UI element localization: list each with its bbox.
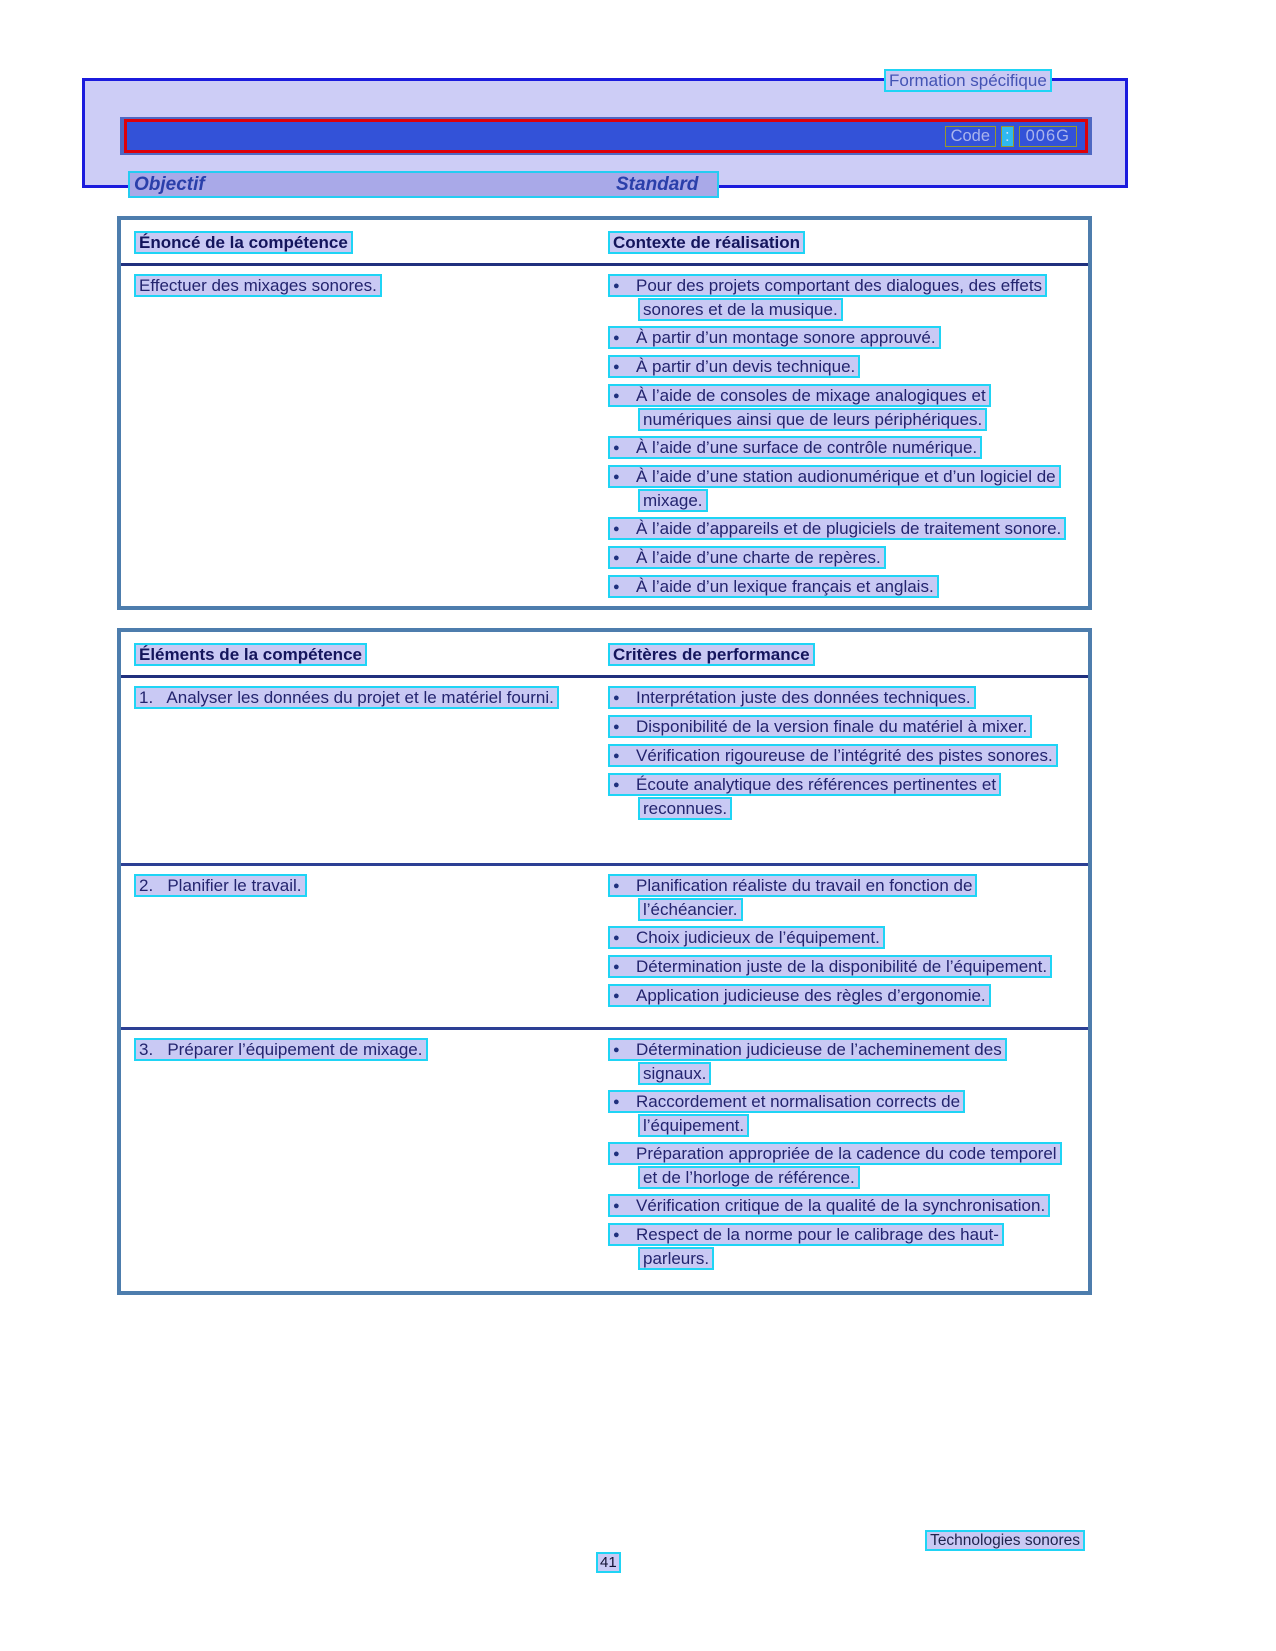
standard-label: Standard xyxy=(616,174,699,195)
footer-document-title xyxy=(925,1531,1085,1551)
bullet-text: ● À l’aide de consoles de mixage analogiques et numériques ainsi que de leurs périphériques. xyxy=(608,384,991,431)
competence-table-header xyxy=(121,220,1088,266)
footer-document-title-text: Technologies sonores xyxy=(925,1530,1085,1551)
header-elements-text: Éléments de la compétence xyxy=(134,643,367,666)
bullet-item xyxy=(608,546,1068,570)
bullet-text: ● Interprétation juste des données techniques. xyxy=(608,686,976,709)
bullet-item xyxy=(608,955,1068,979)
bullet-item xyxy=(608,384,1068,431)
header-cell-elements xyxy=(134,643,608,666)
bullet-text: ● À l’aide d’une charte de repères. xyxy=(608,546,886,569)
bullet-text: ● Écoute analytique des références pertinentes et reconnues. xyxy=(608,773,1001,820)
element-row-1 xyxy=(121,678,1088,863)
bullet-item xyxy=(608,686,1068,710)
bullet-item xyxy=(608,1090,1068,1137)
bullet-text: ● Application judicieuse des règles d’ergonomie. xyxy=(608,984,991,1007)
bullet-item xyxy=(608,465,1068,512)
code-value: 006G xyxy=(1019,126,1077,147)
competence-row xyxy=(121,266,1088,608)
bullet-item xyxy=(608,744,1068,768)
bullet-item xyxy=(608,926,1068,950)
header-cell-criteres xyxy=(608,643,1080,666)
criteria-bullet-list xyxy=(608,686,1082,820)
bullet-item xyxy=(608,874,1068,921)
objectif-label: Objectif xyxy=(134,174,205,195)
element-text: 2. Planifier le travail. xyxy=(134,874,307,897)
bullet-text: ● Vérification rigoureuse de l’intégrité des pistes sonores. xyxy=(608,744,1058,767)
bullet-text: ● Préparation appropriée de la cadence du code temporel et de l’horloge de référence. xyxy=(608,1142,1062,1189)
bullet-item xyxy=(608,326,1068,350)
bullet-text: ● À l’aide d’un lexique français et anglais. xyxy=(608,575,939,598)
bullet-text: ● À partir d’un devis technique. xyxy=(608,355,860,378)
element-text: 3. Préparer l’équipement de mixage. xyxy=(134,1038,428,1061)
header-contexte-text: Contexte de réalisation xyxy=(608,231,805,254)
bullet-text: ● Détermination judicieuse de l’acheminement des signaux. xyxy=(608,1038,1007,1085)
bullet-item xyxy=(608,1223,1068,1270)
bullet-item xyxy=(608,575,1068,599)
bullet-text: ● Vérification critique de la qualité de la synchronisation. xyxy=(608,1194,1050,1217)
criteria-bullet-list xyxy=(608,874,1082,1008)
header-cell-contexte xyxy=(608,231,1080,254)
bullet-text: ● À l’aide d’appareils et de plugiciels de traitement sonore. xyxy=(608,517,1066,540)
context-cell xyxy=(608,274,1082,604)
header-criteres-text: Critères de performance xyxy=(608,643,815,666)
element-row-2 xyxy=(121,863,1088,1027)
element-text: 1. Analyser les données du projet et le matériel fourni. xyxy=(134,686,559,709)
bullet-item xyxy=(608,773,1068,820)
page-number-text: 41 xyxy=(596,1552,621,1573)
bullet-item xyxy=(608,984,1068,1008)
bullet-item xyxy=(608,1142,1068,1189)
section-label xyxy=(884,70,1052,92)
elements-table xyxy=(117,628,1092,1295)
bullet-item xyxy=(608,274,1068,321)
bullet-text: ● Choix judicieux de l’équipement. xyxy=(608,926,885,949)
objectif-standard-band xyxy=(128,171,719,198)
code-label: Code xyxy=(945,126,996,147)
elements-table-header xyxy=(121,632,1088,678)
header-cell-enonce xyxy=(134,231,608,254)
statement-text: Effectuer des mixages sonores. xyxy=(134,274,382,297)
competence-table xyxy=(117,216,1092,610)
bullet-text: ● Détermination juste de la disponibilité de l’équipement. xyxy=(608,955,1052,978)
bullet-item xyxy=(608,1194,1068,1218)
section-label-text: Formation spécifique xyxy=(884,69,1052,92)
bullet-text: ● Pour des projets comportant des dialogues, des effets sonores et de la musique. xyxy=(608,274,1047,321)
bullet-text: ● À partir d’un montage sonore approuvé. xyxy=(608,326,941,349)
bullet-text: ● Respect de la norme pour le calibrage des haut-parleurs. xyxy=(608,1223,1004,1270)
element-cell xyxy=(134,686,608,859)
element-cell xyxy=(134,874,608,1023)
criteria-bullet-list xyxy=(608,1038,1082,1270)
bullet-text: ● Raccordement et normalisation corrects de l’équipement. xyxy=(608,1090,965,1137)
statement-cell xyxy=(134,274,608,604)
criteria-cell xyxy=(608,686,1082,859)
bullet-item xyxy=(608,517,1068,541)
bullet-text: ● Planification réaliste du travail en fonction de l’échéancier. xyxy=(608,874,977,921)
header-enonce-text: Énoncé de la compétence xyxy=(134,231,353,254)
criteria-cell xyxy=(608,874,1082,1023)
bullet-item xyxy=(608,1038,1068,1085)
code-separator: : xyxy=(1001,126,1014,147)
bullet-item xyxy=(608,436,1068,460)
code-bar-inner xyxy=(124,119,1088,153)
bullet-text: ● À l’aide d’une station audionumérique et d’un logiciel de mixage. xyxy=(608,465,1061,512)
element-cell xyxy=(134,1038,608,1275)
criteria-cell xyxy=(608,1038,1082,1275)
bullet-text: ● À l’aide d’une surface de contrôle numérique. xyxy=(608,436,982,459)
bullet-item xyxy=(608,355,1068,379)
element-row-3 xyxy=(121,1027,1088,1279)
bullet-text: ● Disponibilité de la version finale du matériel à mixer. xyxy=(608,715,1032,738)
context-bullet-list xyxy=(608,274,1082,599)
bullet-item xyxy=(608,715,1068,739)
code-bar xyxy=(120,117,1092,155)
page-number xyxy=(596,1553,621,1572)
